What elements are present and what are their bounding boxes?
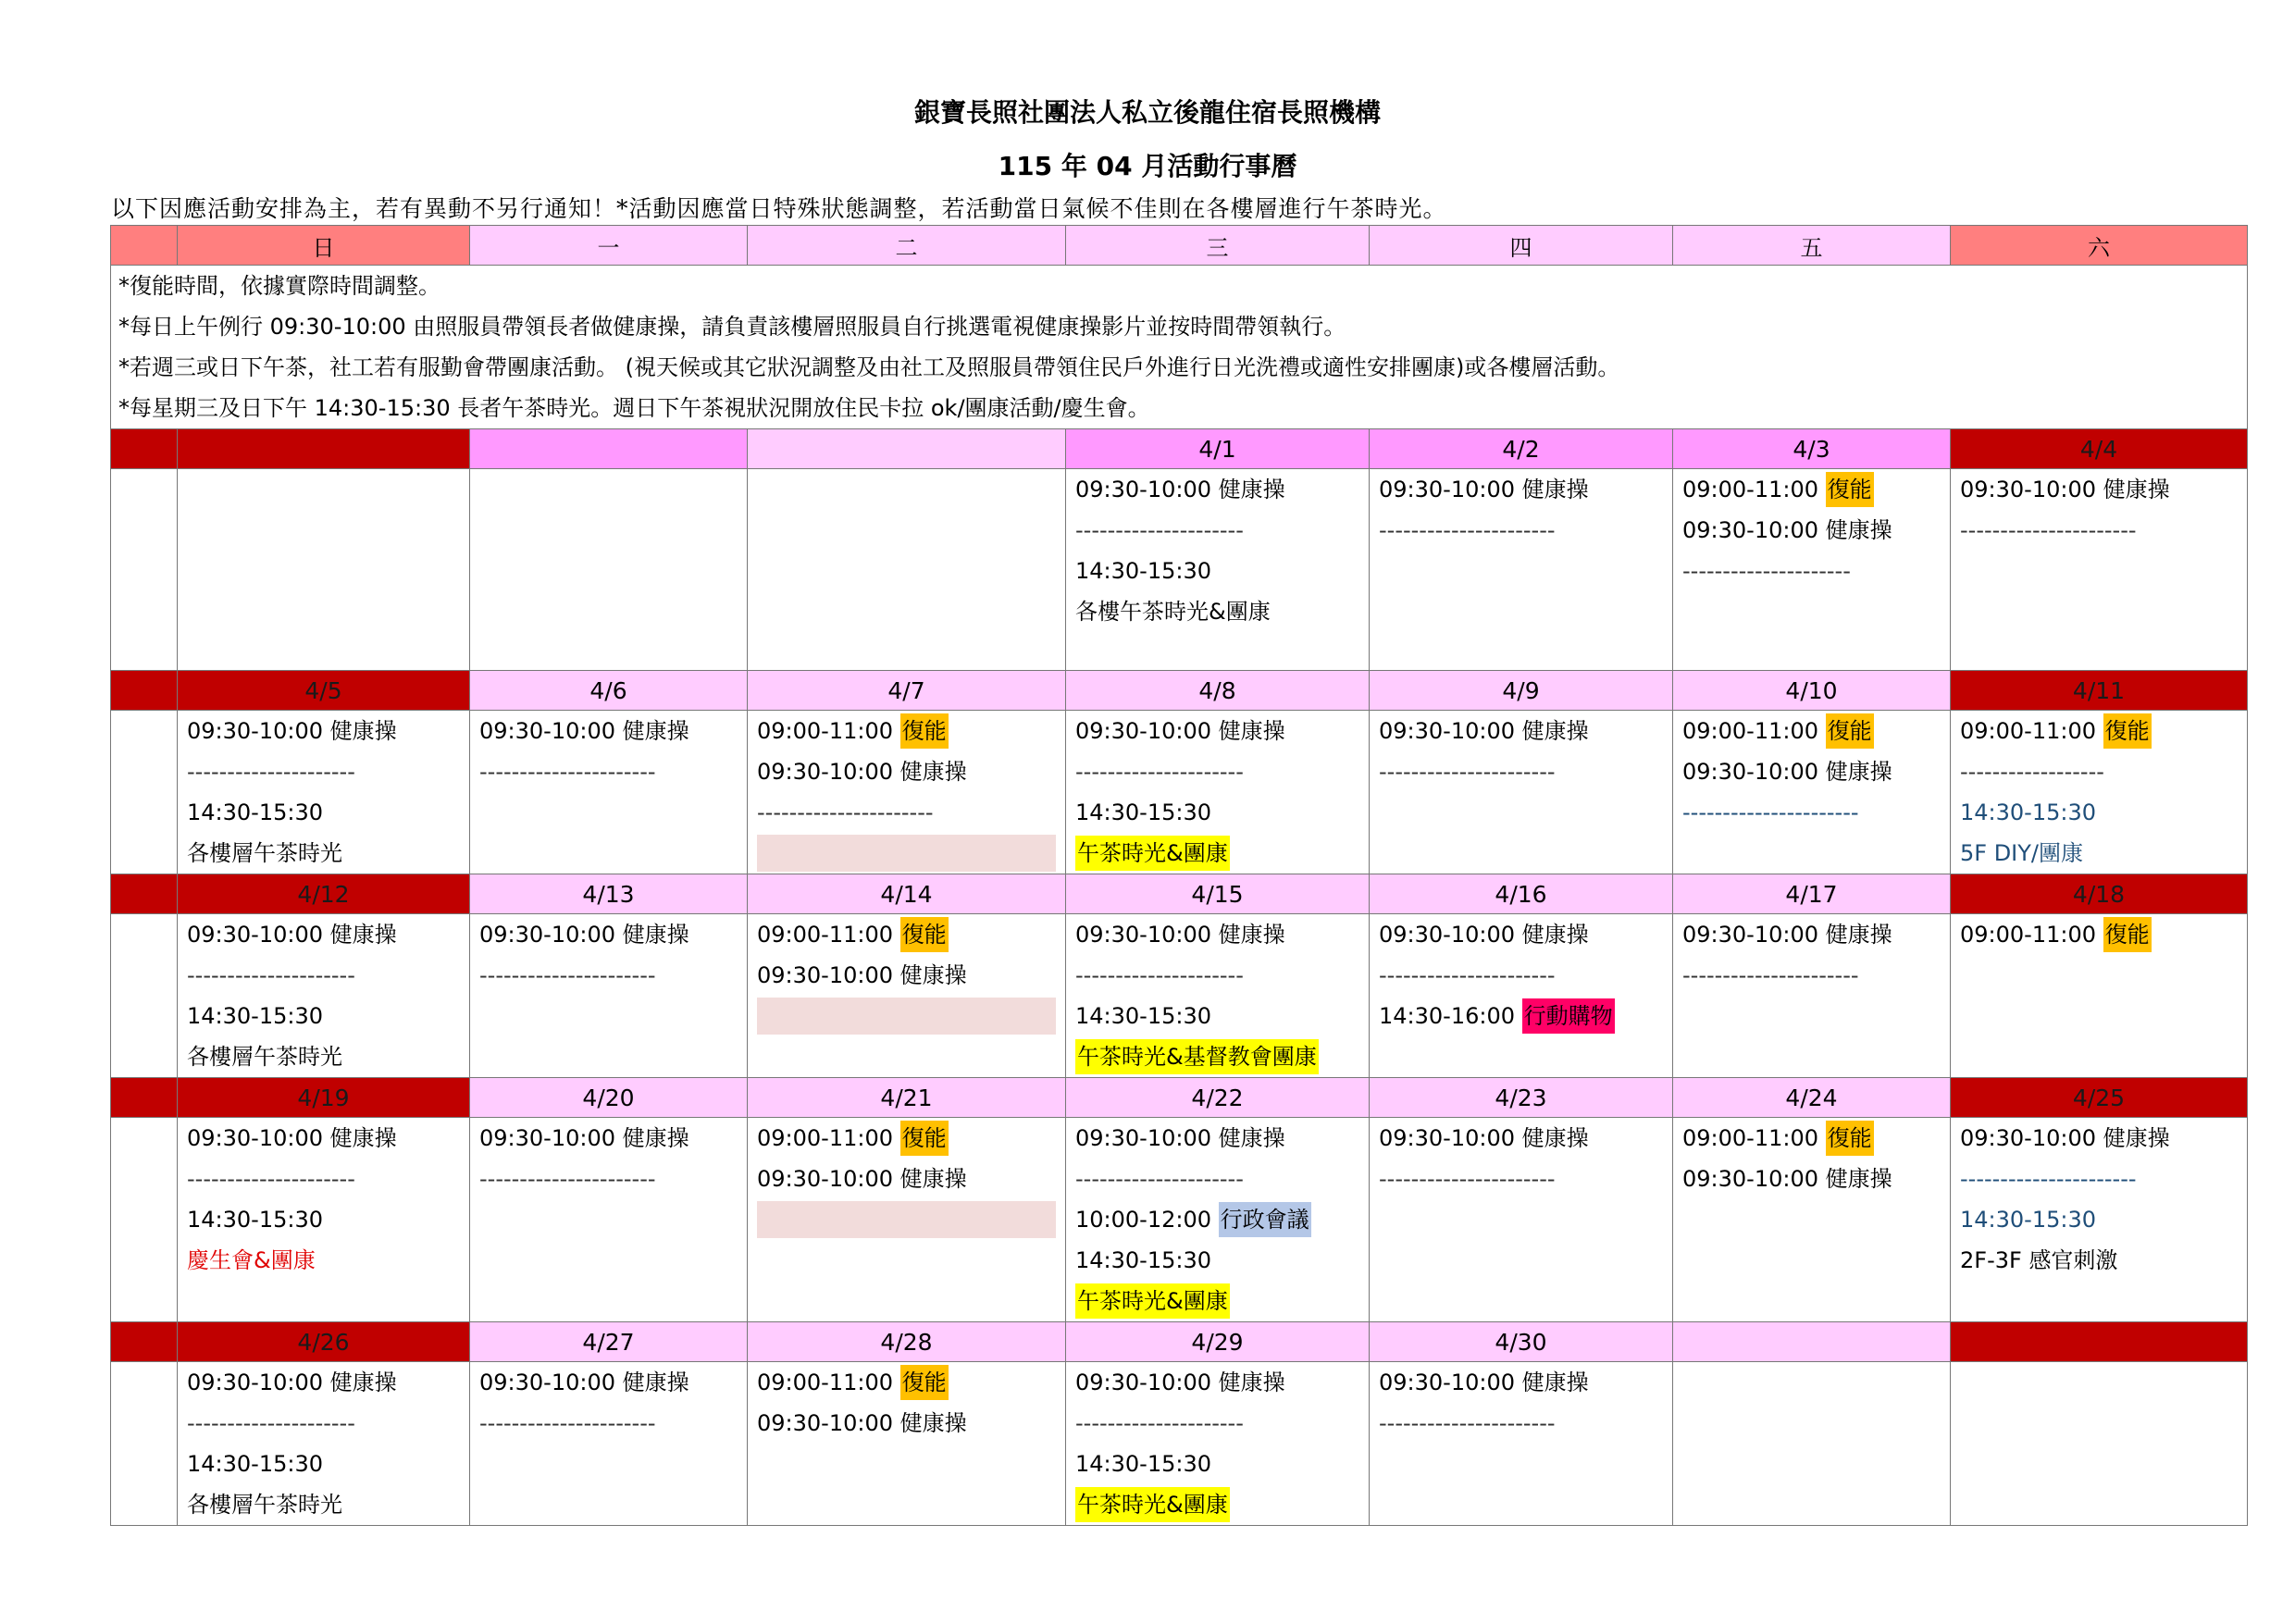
activity-cell [178,711,470,874]
tea-time: 14:30-15:30 [187,800,323,825]
date-cell: 4/19 [178,1078,470,1118]
divider-dashes: ---------------------- [1379,1410,1556,1436]
activity-cell [748,1362,1066,1526]
tea-activity-tag: 午茶時光&基督教會團康 [1075,1039,1319,1074]
date-cell: 4/20 [470,1078,748,1118]
rehab-tag: 復能 [2103,713,2152,749]
divider-dashes: --------------------- [187,962,355,988]
row-margin-cell [111,1362,178,1526]
exercise-item: 09:30-10:00 健康操 [479,1370,689,1395]
activity-cell [1370,1118,1673,1322]
date-cell: 4/25 [1951,1078,2248,1118]
shaded-block [757,1201,1056,1238]
note-line: *每星期三及日下午 14:30-15:30 長者午茶時光。週日下午茶視狀況開放住民卡拉 ok/團康活動/慶生會。 [118,395,1150,421]
activity-row [111,711,2248,874]
rehab-time: 09:00-11:00 [1682,477,1818,502]
shaded-block [757,998,1056,1035]
tea-activity-tag: 午茶時光&團康 [1075,1283,1230,1319]
divider-dashes: ---------------------- [1682,800,1859,825]
date-cell: 4/6 [470,671,748,711]
birthday-activity: 慶生會&團康 [187,1247,316,1273]
meeting-tag: 行政會議 [1219,1202,1311,1237]
date-cell: 4/4 [1951,429,2248,469]
rehab-tag: 復能 [900,713,949,749]
activity-cell [1673,469,1951,671]
note-line: *復能時間，依據實際時間調整。 [118,273,440,299]
weekday-mon: 一 [470,226,748,266]
date-row [111,874,2248,914]
activity-cell [1951,469,2248,671]
sensory-activity: 2F-3F 感官刺激 [1960,1247,2118,1273]
date-row-marker [111,671,178,711]
date-cell [748,429,1066,469]
meeting-time: 10:00-12:00 [1075,1207,1211,1233]
date-cell: 4/17 [1673,874,1951,914]
exercise-item: 09:30-10:00 健康操 [1379,1370,1589,1395]
divider-dashes: ---------------------- [1960,517,2137,543]
date-cell: 4/16 [1370,874,1673,914]
date-cell: 4/26 [178,1322,470,1362]
exercise-item: 09:30-10:00 健康操 [187,1370,397,1395]
tea-time: 14:30-15:30 [1075,1003,1211,1029]
rehab-time: 09:00-11:00 [1682,718,1818,744]
activity-cell [470,711,748,874]
exercise-item: 09:30-10:00 健康操 [479,922,689,948]
activity-cell [178,1362,470,1526]
activity-cell [470,1118,748,1322]
exercise-item: 09:30-10:00 健康操 [479,1125,689,1151]
divider-dashes: ---------------------- [479,962,656,988]
rehab-tag: 復能 [900,1365,949,1400]
divider-dashes: ---------------------- [1379,962,1556,988]
date-row-marker [111,1322,178,1362]
exercise-item: 09:30-10:00 健康操 [1682,517,1892,543]
date-cell: 4/1 [1066,429,1370,469]
date-cell: 4/3 [1673,429,1951,469]
date-cell: 4/27 [470,1322,748,1362]
exercise-item: 09:30-10:00 健康操 [1075,477,1285,502]
date-cell [178,429,470,469]
date-cell [1951,1322,2248,1362]
tea-time: 14:30-15:30 [1075,800,1211,825]
exercise-item: 09:30-10:00 健康操 [757,759,967,785]
exercise-item: 09:30-10:00 健康操 [757,1166,967,1192]
tea-time: 14:30-15:30 [187,1003,323,1029]
rehab-tag: 復能 [1826,713,1874,749]
activity-cell [1673,914,1951,1078]
rehab-time: 09:00-11:00 [757,922,893,948]
tea-activity: 各樓層午茶時光 [187,1044,342,1070]
date-cell: 4/11 [1951,671,2248,711]
exercise-item: 09:30-10:00 健康操 [1075,1370,1285,1395]
date-cell: 4/23 [1370,1078,1673,1118]
divider-dashes: ---------------------- [757,800,934,825]
divider-dashes: --------------------- [1075,1166,1244,1192]
activity-cell [1673,711,1951,874]
tea-time: 14:30-15:30 [1075,1247,1211,1273]
exercise-item: 09:30-10:00 健康操 [479,718,689,744]
shop-tag: 行動購物 [1522,998,1615,1034]
rehab-time: 09:00-11:00 [1960,922,2096,948]
row-margin-cell [111,469,178,671]
activity-cell [1066,1362,1370,1526]
exercise-item: 09:30-10:00 健康操 [1379,477,1589,502]
weekday-tue: 二 [748,226,1066,266]
row-margin-cell [111,711,178,874]
activity-cell [748,914,1066,1078]
date-row [111,1322,2248,1362]
activity-cell [748,469,1066,671]
header-corner [111,226,178,266]
date-row-marker [111,874,178,914]
divider-dashes: ---------------------- [1379,759,1556,785]
tea-time: 14:30-15:30 [187,1207,323,1233]
calendar-table [110,225,2248,1526]
divider-dashes: --------------------- [1682,558,1851,584]
date-cell: 4/29 [1066,1322,1370,1362]
rehab-time: 09:00-11:00 [757,718,893,744]
exercise-item: 09:30-10:00 健康操 [1075,922,1285,948]
activity-row [111,469,2248,671]
rehab-tag: 復能 [1826,1121,1874,1156]
date-cell: 4/8 [1066,671,1370,711]
row-margin-cell [111,1118,178,1322]
divider-dashes: --------------------- [1075,1410,1244,1436]
date-cell: 4/13 [470,874,748,914]
activity-cell [1066,469,1370,671]
weekday-header-row [111,226,2248,266]
divider-dashes: ---------------------- [1960,1166,2137,1192]
weekday-sat: 六 [1951,226,2248,266]
weekday-sun: 日 [178,226,470,266]
activity-cell [748,711,1066,874]
weekday-fri: 五 [1673,226,1951,266]
tea-activity: 各樓層午茶時光 [187,1492,342,1518]
rehab-time: 09:00-11:00 [1682,1125,1818,1151]
divider-dashes: ---------------------- [479,1410,656,1436]
activity-cell [178,914,470,1078]
notes-row [111,266,2248,429]
tea-time: 14:30-15:30 [1960,1207,2096,1233]
activity-row [111,1362,2248,1526]
date-cell [470,429,748,469]
divider-dashes: --------------------- [1075,759,1244,785]
rehab-tag: 復能 [900,1121,949,1156]
rehab-time: 09:00-11:00 [757,1370,893,1395]
divider-dashes: --------------------- [187,1166,355,1192]
tea-activity: 各樓午茶時光&團康 [1075,599,1271,625]
exercise-item: 09:30-10:00 健康操 [757,962,967,988]
page-title: 銀寶長照社團法人私立後龍住宿長照機構 [913,97,1381,128]
activity-cell [1951,1362,2248,1526]
activity-cell [178,1118,470,1322]
diy-activity: 5F DIY/團康 [1960,840,2084,866]
date-row [111,1078,2248,1118]
note-line: *若週三或日下午茶，社工若有服勤會帶團康活動。 (視天候或其它狀況調整及由社工及照服員帶領住民戶外進行日光洗禮或適性安排團康)或各樓層活動。 [118,354,1620,380]
divider-dashes: ------------------ [1960,759,2104,785]
exercise-item: 09:30-10:00 健康操 [187,718,397,744]
exercise-item: 09:30-10:00 健康操 [187,1125,397,1151]
shaded-block [757,835,1056,872]
date-cell: 4/9 [1370,671,1673,711]
tea-time: 14:30-15:30 [1960,800,2096,825]
date-row [111,429,2248,469]
activity-cell [178,469,470,671]
date-cell: 4/5 [178,671,470,711]
exercise-item: 09:30-10:00 健康操 [187,922,397,948]
rehab-time: 09:00-11:00 [757,1125,893,1151]
date-row [111,671,2248,711]
exercise-item: 09:30-10:00 健康操 [1379,1125,1589,1151]
activity-cell [1673,1362,1951,1526]
activity-cell [1951,1118,2248,1322]
date-cell: 4/10 [1673,671,1951,711]
exercise-item: 09:30-10:00 健康操 [1960,477,2170,502]
rehab-tag: 復能 [1826,472,1874,507]
tea-time: 14:30-15:30 [1075,1451,1211,1477]
activity-cell [1951,711,2248,874]
weekday-wed: 三 [1066,226,1370,266]
exercise-item: 09:30-10:00 健康操 [1960,1125,2170,1151]
activity-cell [1066,914,1370,1078]
activity-cell [1370,1362,1673,1526]
divider-dashes: --------------------- [1075,517,1244,543]
divider-dashes: ---------------------- [479,759,656,785]
shop-time: 14:30-16:00 [1379,1003,1515,1029]
exercise-item: 09:30-10:00 健康操 [1682,759,1892,785]
rehab-tag: 復能 [2103,917,2152,952]
date-cell: 4/7 [748,671,1066,711]
weekday-thu: 四 [1370,226,1673,266]
date-cell: 4/28 [748,1322,1066,1362]
divider-dashes: ---------------------- [1682,962,1859,988]
date-cell: 4/24 [1673,1078,1951,1118]
divider-dashes: --------------------- [1075,962,1244,988]
date-cell: 4/30 [1370,1322,1673,1362]
date-row-marker [111,429,178,469]
date-cell: 4/18 [1951,874,2248,914]
date-cell: 4/21 [748,1078,1066,1118]
activity-cell [748,1118,1066,1322]
tea-time: 14:30-15:30 [187,1451,323,1477]
activity-cell [470,1362,748,1526]
notes-cell [111,266,2248,429]
exercise-item: 09:30-10:00 健康操 [1075,1125,1285,1151]
divider-dashes: --------------------- [187,759,355,785]
date-cell: 4/12 [178,874,470,914]
notice-text: 以下因應活動安排為主，若有異動不另行通知！*活動因應當日特殊狀態調整，若活動當日氣候不佳則在各樓層進行午茶時光。 [111,195,1447,222]
exercise-item: 09:30-10:00 健康操 [1075,718,1285,744]
activity-cell [1066,711,1370,874]
divider-dashes: ---------------------- [1379,517,1556,543]
activity-cell [470,469,748,671]
date-row-marker [111,1078,178,1118]
date-cell: 4/14 [748,874,1066,914]
divider-dashes: ---------------------- [479,1166,656,1192]
tea-activity-tag: 午茶時光&團康 [1075,1487,1230,1522]
date-cell [1673,1322,1951,1362]
row-margin-cell [111,914,178,1078]
activity-row [111,1118,2248,1322]
page-subtitle: 115 年 04 月活動行事曆 [998,151,1297,181]
activity-cell [1370,711,1673,874]
divider-dashes: --------------------- [187,1410,355,1436]
exercise-item: 09:30-10:00 健康操 [757,1410,967,1436]
exercise-item: 09:30-10:00 健康操 [1379,922,1589,948]
tea-activity-tag: 午茶時光&團康 [1075,836,1230,871]
activity-cell [1951,914,2248,1078]
activity-cell [1370,914,1673,1078]
activity-cell [1370,469,1673,671]
date-cell: 4/2 [1370,429,1673,469]
exercise-item: 09:30-10:00 健康操 [1682,1166,1892,1192]
date-cell: 4/15 [1066,874,1370,914]
rehab-tag: 復能 [900,917,949,952]
divider-dashes: ---------------------- [1379,1166,1556,1192]
activity-row [111,914,2248,1078]
exercise-item: 09:30-10:00 健康操 [1379,718,1589,744]
note-line: *每日上午例行 09:30-10:00 由照服員帶領長者做健康操，請負責該樓層照服員自行挑選電視健康操影片並按時間帶領執行。 [118,314,1346,340]
tea-activity: 各樓層午茶時光 [187,840,342,866]
activity-cell [1066,1118,1370,1322]
rehab-time: 09:00-11:00 [1960,718,2096,744]
tea-time: 14:30-15:30 [1075,558,1211,584]
date-cell: 4/22 [1066,1078,1370,1118]
activity-cell [470,914,748,1078]
activity-cell [1673,1118,1951,1322]
exercise-item: 09:30-10:00 健康操 [1682,922,1892,948]
